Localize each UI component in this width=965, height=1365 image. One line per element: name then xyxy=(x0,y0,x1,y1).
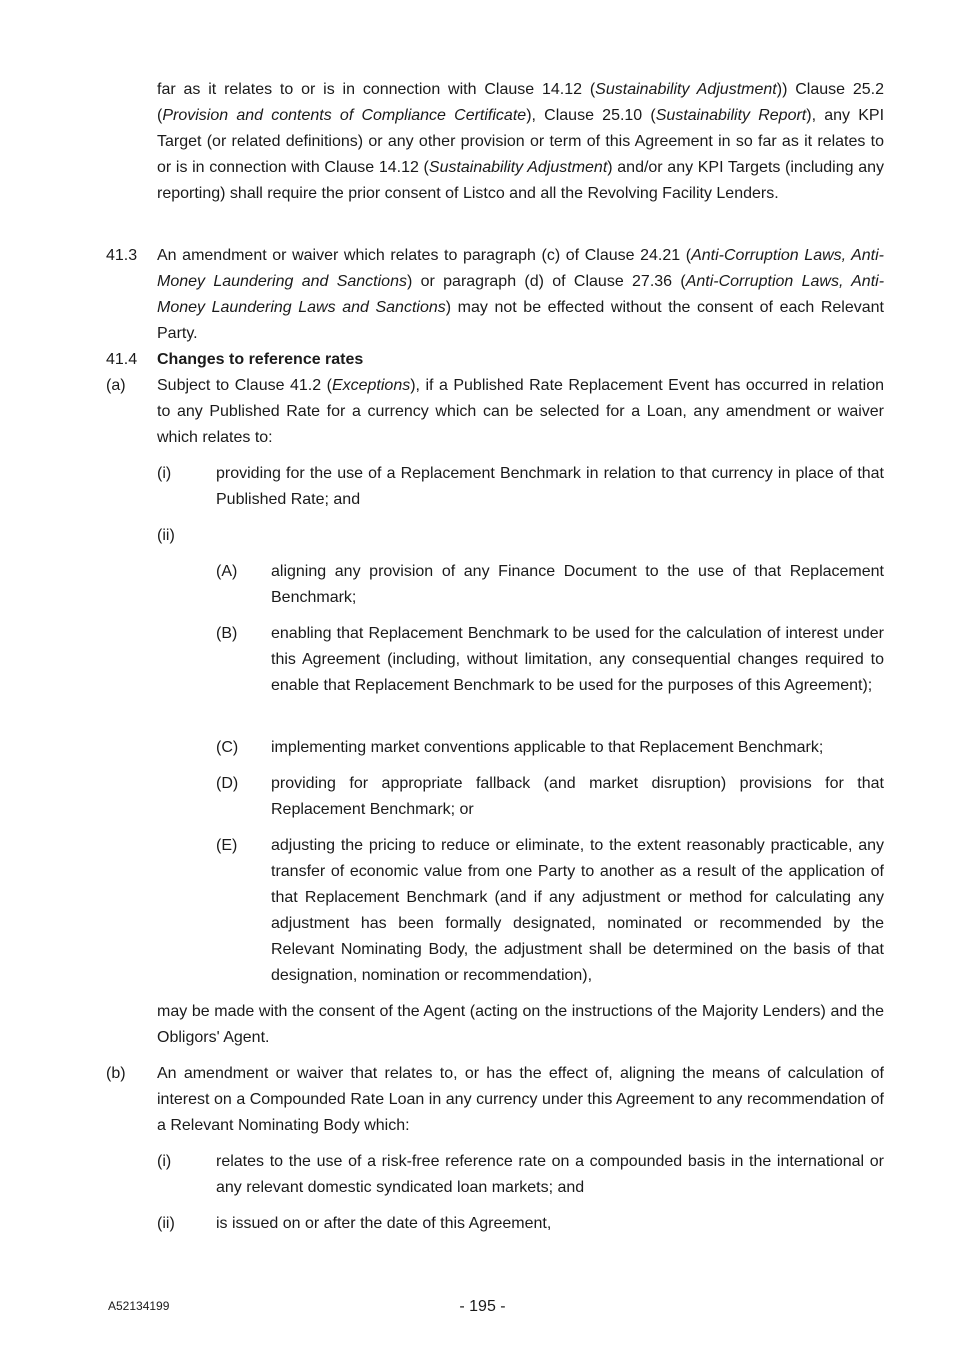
item-C-number: (C) xyxy=(216,739,239,756)
paragraph-a-ii-number: (ii) xyxy=(157,527,175,544)
clause-41-3-number: 41.3 xyxy=(106,247,138,264)
clause-41-4-number: 41.4 xyxy=(106,351,138,368)
item-A-text: aligning any provision of any Finance Document to the use of that Replacement Benchmark; xyxy=(271,563,884,606)
paragraph-b-ii-number: (ii) xyxy=(157,1215,175,1232)
paragraph-b-text: An amendment or waiver that relates to, or has the effect of, aligning the means of calculation of interest on a Compounded Rate Loan in any currency under this Agreement to any recommendation of a Relevant Nominating Body which: xyxy=(157,1065,884,1134)
paragraph-a-tail: may be made with the consent of the Agent (acting on the instructions of the Majority Lenders) and the Obligors' Agent. xyxy=(157,1003,884,1046)
paragraph-b-number: (b) xyxy=(106,1065,126,1082)
item-A-number: (A) xyxy=(216,563,238,580)
paragraph-a-number: (a) xyxy=(106,377,126,394)
paragraph-b-i-number: (i) xyxy=(157,1153,172,1170)
item-D-number: (D) xyxy=(216,775,239,792)
item-C-text: implementing market conventions applicable to that Replacement Benchmark; xyxy=(271,739,824,756)
paragraph-b-i-text: relates to the use of a risk-free reference rate on a compounded basis in the international or any relevant domestic syndicated loan markets; and xyxy=(216,1153,884,1196)
item-E-text: adjusting the pricing to reduce or eliminate, to the extent reasonably practicable, any transfer of economic value from one Party to another as a result of the application of that Replacement Benchmark (and if any adjustment or method for calculating any adjustment has been formally designated, nominated or recommended by the Relevant Nominating Body, the adjustment shall be determined on the basis of that designation, nomination or recommendation), xyxy=(271,837,884,984)
paragraph-a-i-text: providing for the use of a Replacement Benchmark in relation to that currency in place of that Published Rate; and xyxy=(216,465,884,508)
item-B-number: (B) xyxy=(216,625,238,642)
paragraph-a-i-number: (i) xyxy=(157,465,172,482)
item-D-text: providing for appropriate fallback (and market disruption) provisions for that Replacement Benchmark; or xyxy=(271,775,884,818)
clause-41-4-heading: Changes to reference rates xyxy=(157,351,364,368)
paragraph-a-text: Subject to Clause 41.2 (Exceptions), if a Published Rate Replacement Event has occurred in relation to any Published Rate for a currency which can be selected for a Loan, any amendment or waiver which relates to: xyxy=(157,377,885,446)
item-E-number: (E) xyxy=(216,837,238,854)
clause-41-3-text: An amendment or waiver which relates to paragraph (c) of Clause 24.21 (Anti-Corruption Laws, Anti-Money Laundering and Sanctions) or paragraph (d) of Clause 27.36 (Anti-Corruption Laws, Anti-Money Laundering Laws and Sanctions) may not be effected without the consent of each Relevant Party. xyxy=(157,247,885,342)
item-B-text: enabling that Replacement Benchmark to be used for the calculation of interest under this Agreement (including, without limitation, any consequential changes required to enable that Replacement Benchmark to be used for the purposes of this Agreement); xyxy=(271,625,884,694)
page-number: - 195 - xyxy=(459,1298,506,1315)
continuation-paragraph: far as it relates to or is in connection with Clause 14.12 (Sustainability Adjustment)) Clause 25.2 (Provision and contents of Compliance Certificate), Clause 25.10 (Sustainability Report), any KPI Target (or related definitions) or any other provision or term of this Agreement in so far as it relates to or is in connection with Clause 14.12 (Sustainability Adjustment) and/or any KPI Targets (including any reporting) shall require the prior consent of Listco and all the Revolving Facility Lenders. xyxy=(157,81,885,202)
paragraph-b-ii-text: is issued on or after the date of this Agreement, xyxy=(216,1215,552,1232)
document-id: A52134199 xyxy=(108,1299,170,1313)
